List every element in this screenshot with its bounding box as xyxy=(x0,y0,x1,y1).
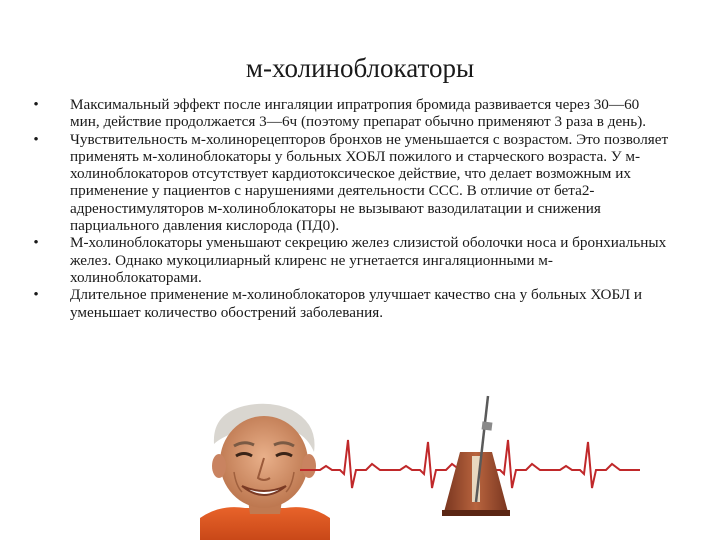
bullet-text: Длительное применение м-холиноблокаторов улучшает качество сна у больных ХОБЛ и уменьшает количество обострений заболевания. xyxy=(70,286,643,321)
slide-title: м-холиноблокаторы xyxy=(245,53,475,83)
bullet-list xyxy=(30,96,670,321)
bullet-item xyxy=(30,96,670,131)
bullet-marker: • xyxy=(33,234,39,252)
bullet-text: Максимальный эффект после ингаляции ипратропия бромида развивается через 30—60 мин, действие продолжается 3—6ч (поэтому препарат обычно применяют 3 раза в день). xyxy=(70,96,647,131)
bullet-item xyxy=(30,234,670,286)
bullet-text: Чувствительность м-холинорецепторов бронхов не уменьшается с возрастом. Это позволяет применять м-холиноблокаторы у больных ХОБЛ пожилого и старческого возраста. У м-холиноблокаторов отсутствует кардиотоксическое действие, что делает возможным их применение у пациентов с нарушениями деятельности ССС. В отличие от бета2-адреностимуляторов м-холиноблокаторы не вызывают вазодилатации и снижения парциального давления кислорода (ПД0). xyxy=(70,130,669,235)
bullet-marker: • xyxy=(33,96,39,113)
metronome-icon xyxy=(430,392,520,517)
bullet-marker: • xyxy=(33,286,39,304)
bullet-marker: • xyxy=(33,130,39,148)
bullet-item xyxy=(30,131,670,235)
bullet-text: М-холиноблокаторы уменьшают секрецию желез слизистой оболочки носа и бронхиальных желез. Однако мукоцилиарный клиренс не угнетается ингаляционными м-холиноблокаторами. xyxy=(70,234,667,286)
bullet-item xyxy=(30,286,670,321)
